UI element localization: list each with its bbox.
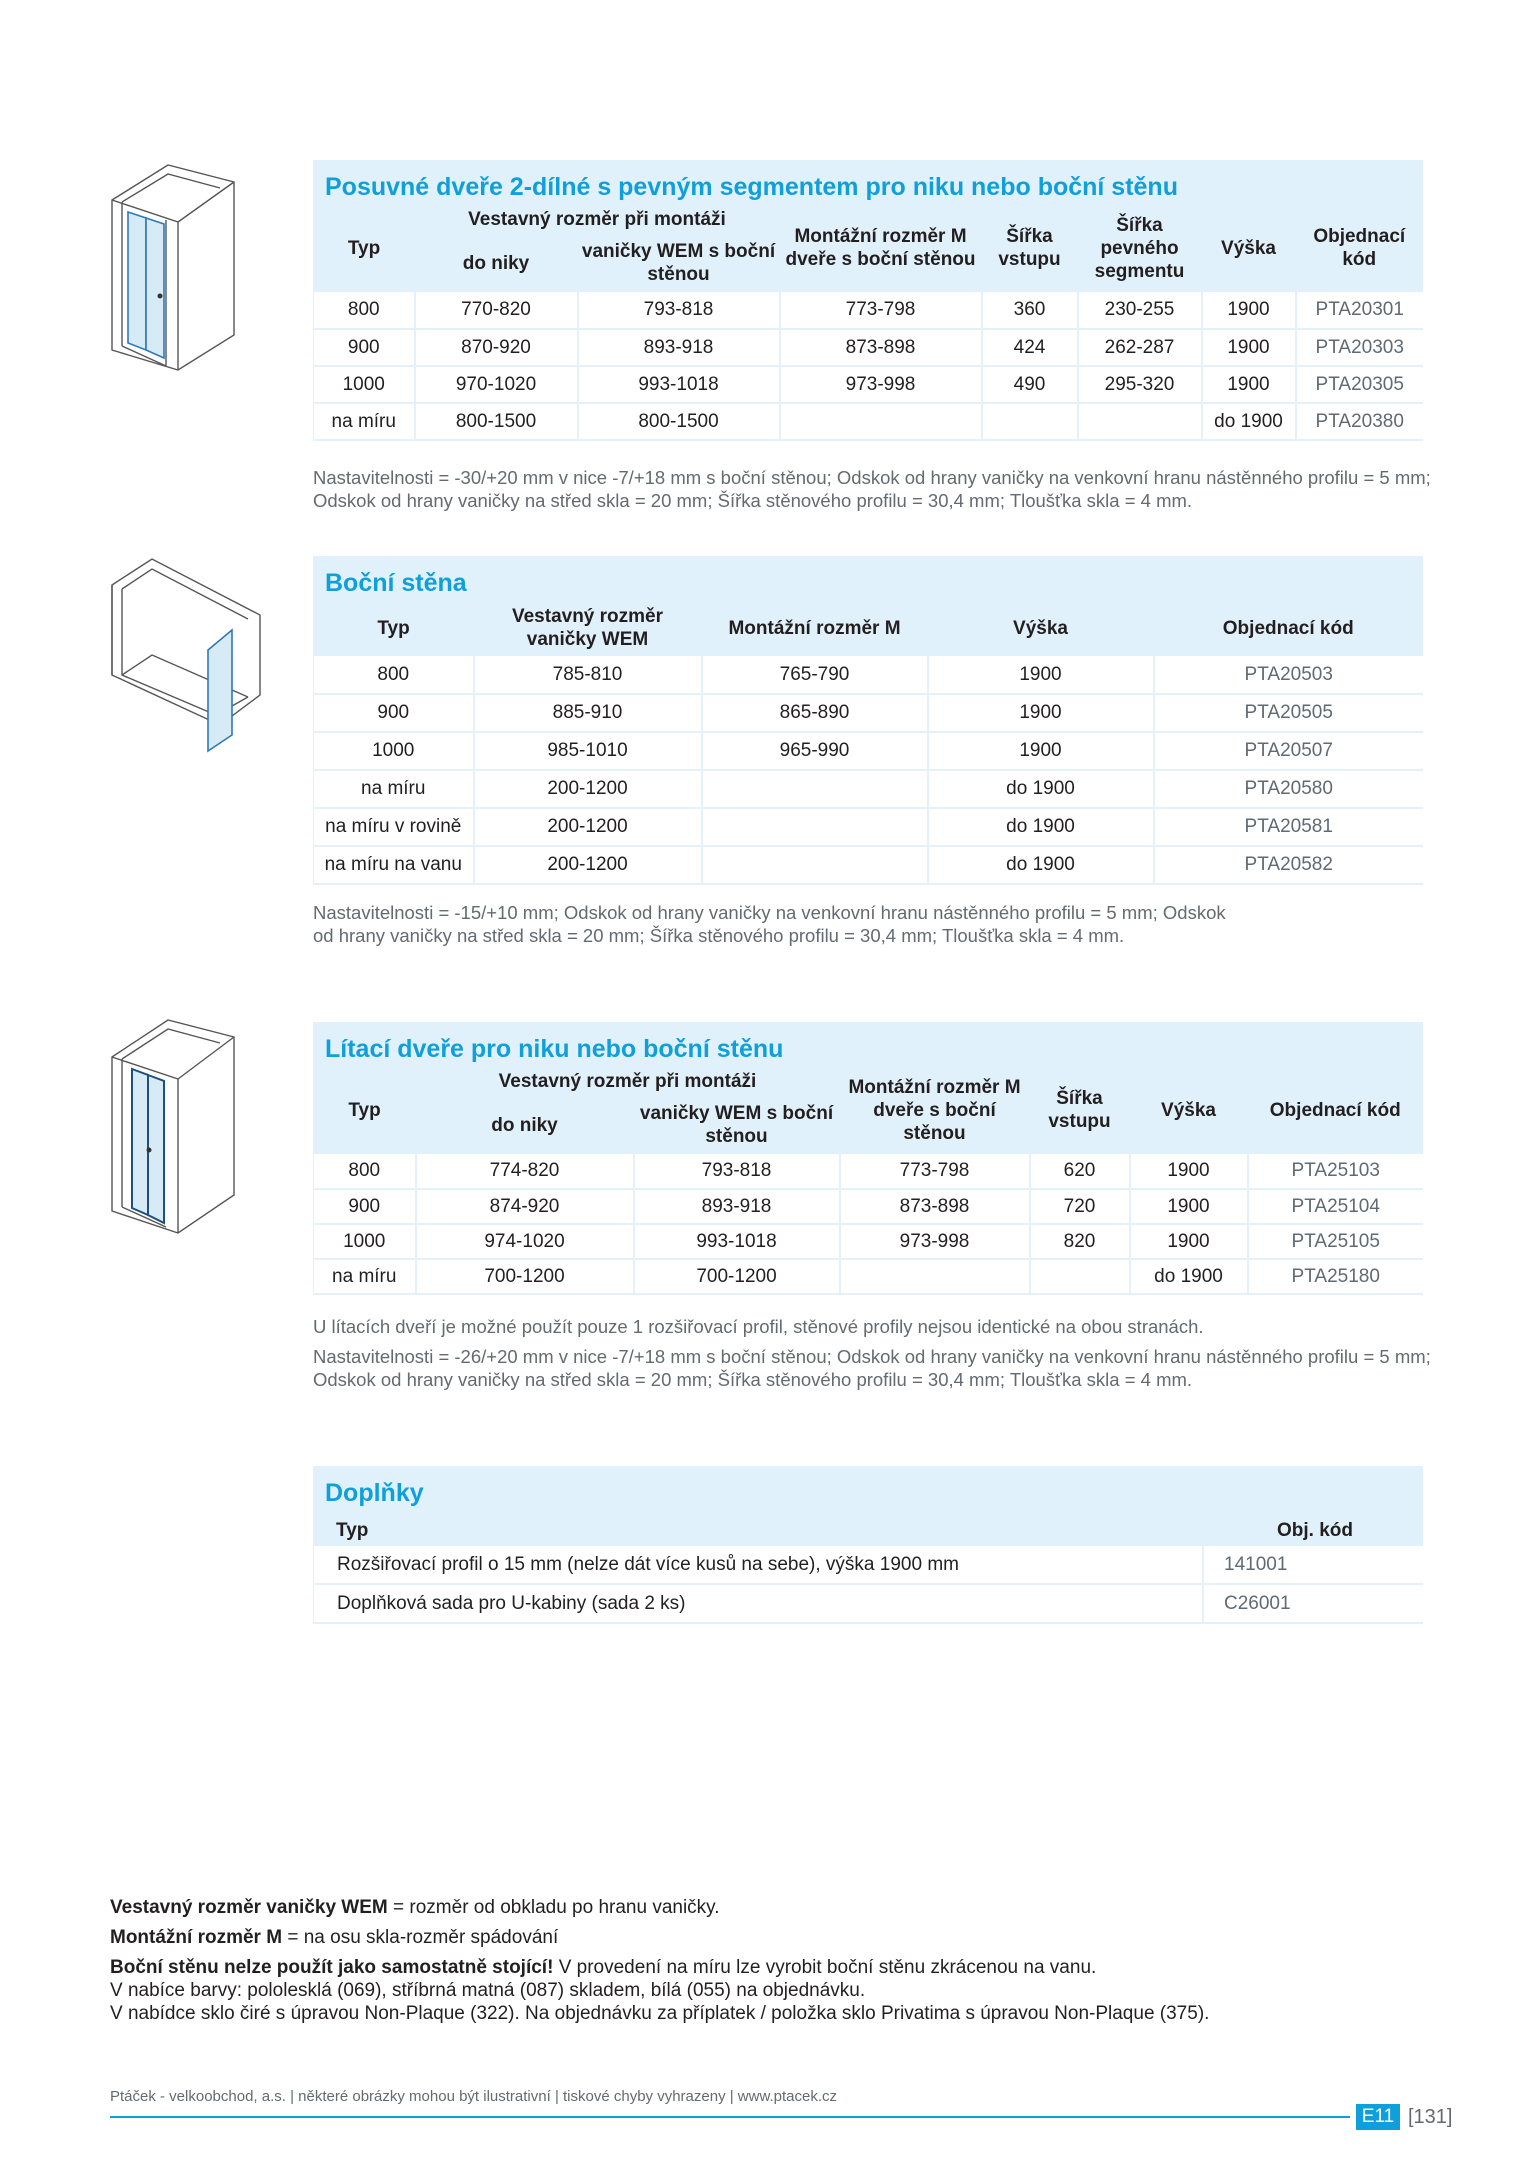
table-cell: 900	[314, 329, 415, 366]
footnote-text: V provedení na míru lze vyrobit boční stěnu zkrácenou na vanu.	[553, 1957, 1097, 1978]
header-vestavny: Vestavný rozměr vaničky WEM	[511, 606, 664, 650]
header-typ: Typ	[377, 617, 410, 639]
side-wall-section	[313, 556, 1423, 885]
table-cell: 820	[1030, 1224, 1130, 1259]
table-cell: 965-990	[702, 732, 928, 770]
table-cell: 793-818	[578, 292, 780, 329]
table-cell: 974-1020	[416, 1224, 634, 1259]
header-typ: Typ	[347, 237, 381, 259]
accessory-code: C26001	[1224, 1593, 1291, 1614]
table-row	[314, 732, 1424, 770]
table-cell: PTA20582	[1154, 846, 1424, 884]
table-cell: 993-1018	[634, 1224, 840, 1259]
table-cell: 262-287	[1078, 329, 1202, 366]
table-cell: 970-1020	[415, 366, 578, 403]
accessories-section	[313, 1466, 1423, 1624]
table-body	[314, 656, 1424, 884]
footer-divider	[110, 2116, 1350, 2118]
header-montazni: Montážní rozměr M	[728, 617, 901, 639]
table-cell	[1030, 1259, 1130, 1294]
table-cell: PTA20580	[1154, 770, 1424, 808]
table-row	[314, 1189, 1424, 1224]
accessory-name: Doplňková sada pro U-kabiny (sada 2 ks)	[313, 1585, 1204, 1622]
table-cell	[702, 808, 928, 846]
footnote-term: Boční stěnu nelze použít jako samostatně stojící!	[110, 1957, 554, 1978]
table-cell: PTA20505	[1154, 694, 1424, 732]
table-cell: 800-1500	[415, 403, 578, 440]
header-vyska: Výška	[1221, 237, 1276, 259]
header-do-niky: do niky	[491, 1114, 558, 1136]
header-montazni: Montážní rozměr M dveře s boční stěnou	[785, 226, 976, 270]
table-cell: 1900	[1202, 292, 1296, 329]
table-cell: do 1900	[1202, 403, 1296, 440]
table-cell: 200-1200	[474, 808, 702, 846]
table-cell: 1900	[1202, 366, 1296, 403]
table-row	[314, 1259, 1424, 1294]
side-wall-illustration	[108, 555, 263, 755]
table-cell: do 1900	[928, 770, 1154, 808]
header-kod: Objednací kód	[1313, 226, 1406, 270]
table-cell: 993-1018	[578, 366, 780, 403]
footnote-line: V nabídce sklo čiré s úpravou Non-Plaque (322). Na objednávku za příplatek / položka sklo Privatima s úpravou Non-Plaque (375).	[110, 2003, 1210, 2024]
table-cell: 773-798	[840, 1154, 1030, 1189]
header-typ: Typ	[336, 1520, 369, 1541]
table-cell: 1900	[1130, 1224, 1248, 1259]
table-cell: 785-810	[474, 656, 702, 694]
footnote-line	[110, 1956, 1410, 1979]
footnote-text: = na osu skla-rozměr spádování	[282, 1927, 559, 1948]
table-row	[314, 808, 1424, 846]
footnote-line	[110, 1896, 1410, 1919]
table-cell: PTA20303	[1296, 329, 1424, 366]
accessory-code: 141001	[1224, 1554, 1288, 1575]
table-cell: 200-1200	[474, 770, 702, 808]
sliding-door-section	[313, 160, 1423, 441]
table-cell	[702, 770, 928, 808]
list-item	[313, 1585, 1423, 1624]
table-cell: na míru v rovině	[314, 808, 474, 846]
accessories-list	[313, 1546, 1423, 1624]
header-vanicky-wem: vaničky WEM s boční stěnou	[581, 241, 776, 285]
table-cell: 865-890	[702, 694, 928, 732]
section-title: Lítací dveře pro niku nebo boční stěnu	[325, 1035, 784, 1063]
table-cell: 793-818	[634, 1154, 840, 1189]
footnote-text: = rozměr od obkladu po hranu vaničky.	[387, 1897, 720, 1918]
table-cell	[982, 403, 1078, 440]
table-cell: 885-910	[474, 694, 702, 732]
table-cell: 1900	[1130, 1189, 1248, 1224]
table-cell: 1000	[314, 1224, 416, 1259]
table-cell: 973-998	[780, 366, 982, 403]
table-cell: na míru na vanu	[314, 846, 474, 884]
table-row	[314, 292, 1424, 329]
footnote-line	[110, 1926, 1410, 1949]
header-vyska: Výška	[1013, 617, 1068, 639]
table-cell	[780, 403, 982, 440]
header-sirka-vstupu: Šířka vstupu	[1048, 1088, 1111, 1132]
table-cell: PTA20380	[1296, 403, 1424, 440]
table-cell: 900	[314, 1189, 416, 1224]
table-cell: do 1900	[928, 846, 1154, 884]
table-row	[314, 770, 1424, 808]
table-cell: 490	[982, 366, 1078, 403]
table-cell: PTA25180	[1248, 1259, 1424, 1294]
footnote-line: V nabíce barvy: pololesklá (069), stříbrná matná (087) skladem, bílá (055) na objednávku.	[110, 1980, 866, 2001]
section-title: Posuvné dveře 2-dílné s pevným segmentem pro niku nebo boční stěnu	[325, 173, 1178, 201]
accessory-name: Rozšiřovací profil o 15 mm (nelze dát více kusů na sebe), výška 1900 mm	[313, 1546, 1204, 1583]
table-cell: 874-920	[416, 1189, 634, 1224]
table-row	[314, 403, 1424, 440]
table-cell: 873-898	[840, 1189, 1030, 1224]
footnote-term: Vestavný rozměr vaničky WEM	[110, 1897, 388, 1918]
table-row	[314, 1224, 1424, 1259]
table-cell	[840, 1259, 1030, 1294]
table-row	[314, 846, 1424, 884]
header-vestavny: Vestavný rozměr při montáži	[498, 1070, 757, 1092]
table-cell: PTA20581	[1154, 808, 1424, 846]
table-cell	[702, 846, 928, 884]
table-cell: na míru	[314, 770, 474, 808]
table-cell: 900	[314, 694, 474, 732]
table-cell: do 1900	[1130, 1259, 1248, 1294]
header-kod: Objednací kód	[1222, 617, 1354, 639]
table-cell: 1900	[928, 732, 1154, 770]
table-cell: 893-918	[578, 329, 780, 366]
footer-text: Ptáček - velkoobchod, a.s. | některé obrázky mohou být ilustrativní | tiskové chyby vyhrazeny | www.ptacek.cz	[110, 2088, 838, 2105]
table-row	[314, 656, 1424, 694]
header-sirka-vstupu: Šířka vstupu	[998, 226, 1061, 270]
table-cell: 985-1010	[474, 732, 702, 770]
table-cell: do 1900	[928, 808, 1154, 846]
table-cell: 1000	[314, 732, 474, 770]
table-cell: PTA25103	[1248, 1154, 1424, 1189]
section-title: Boční stěna	[325, 569, 467, 597]
table-cell: 700-1200	[416, 1259, 634, 1294]
header-vestavny: Vestavný rozměr při montáži	[468, 208, 726, 230]
table-cell: 774-820	[416, 1154, 634, 1189]
table-cell: 770-820	[415, 292, 578, 329]
table-cell: 295-320	[1078, 366, 1202, 403]
table-cell: 973-998	[840, 1224, 1030, 1259]
table-cell: 1900	[928, 694, 1154, 732]
table-row	[314, 366, 1424, 403]
table-cell: PTA25105	[1248, 1224, 1424, 1259]
table-cell: 870-920	[415, 329, 578, 366]
header-montazni: Montážní rozměr M dveře s boční stěnou	[848, 1076, 1021, 1144]
table-row	[314, 1154, 1424, 1189]
table-cell: PTA20305	[1296, 366, 1424, 403]
table-cell: 800	[314, 292, 415, 329]
table-body	[314, 292, 1424, 440]
table-cell: 1000	[314, 366, 415, 403]
table-cell: 873-898	[780, 329, 982, 366]
side-wall-table	[313, 600, 1423, 885]
table-body	[314, 1154, 1424, 1294]
table-cell: 700-1200	[634, 1259, 840, 1294]
header-do-niky: do niky	[462, 252, 530, 274]
swing-door-note-1: U lítacích dveří je možné použít pouze 1 rozšiřovací profil, stěnové profily nejsou identické na obou stranách.	[313, 1316, 1204, 1337]
table-row	[314, 694, 1424, 732]
table-cell: 720	[1030, 1189, 1130, 1224]
table-cell: 773-798	[780, 292, 982, 329]
table-cell: 1900	[1202, 329, 1296, 366]
table-cell: 200-1200	[474, 846, 702, 884]
table-cell: 1900	[928, 656, 1154, 694]
swing-door-illustration	[108, 1015, 238, 1255]
header-typ: Typ	[348, 1099, 381, 1121]
table-cell: 360	[982, 292, 1078, 329]
table-cell	[1078, 403, 1202, 440]
header-kod: Objednací kód	[1269, 1099, 1401, 1121]
header-vanicky-wem: vaničky WEM s boční stěnou	[639, 1103, 834, 1147]
table-cell: na míru	[314, 1259, 416, 1294]
section-title: Doplňky	[325, 1479, 424, 1507]
table-cell: PTA20507	[1154, 732, 1424, 770]
swing-door-note-2: Nastavitelnosti = -26/+20 mm v nice -7/+18 mm s boční stěnou; Odskok od hrany vaničky na venkovní hranu nástěnného profilu = 5 mm; Odskok od hrany vaničky na střed skla = 20 mm; Šířka stěnového profilu = 30,4 mm; Tloušťka skla = 4 mm.	[313, 1346, 1431, 1390]
page-number: [131]	[1408, 2106, 1453, 2128]
swing-door-table	[313, 1066, 1423, 1295]
swing-door-section	[313, 1022, 1423, 1295]
table-cell: PTA25104	[1248, 1189, 1424, 1224]
table-row	[314, 329, 1424, 366]
footnote-term: Montážní rozměr M	[110, 1927, 283, 1948]
table-cell: 620	[1030, 1154, 1130, 1189]
header-kod: Obj. kód	[1277, 1520, 1353, 1541]
list-item	[313, 1546, 1423, 1585]
table-cell: PTA20301	[1296, 292, 1424, 329]
table-cell: 1900	[1130, 1154, 1248, 1189]
footnotes	[110, 1896, 1410, 2025]
table-cell: 424	[982, 329, 1078, 366]
table-cell: na míru	[314, 403, 415, 440]
sliding-door-note: Nastavitelnosti = -30/+20 mm v nice -7/+18 mm s boční stěnou; Odskok od hrany vaničky na venkovní hranu nástěnného profilu = 5 mm; Odskok od hrany vaničky na střed skla = 20 mm; Šířka stěnového profilu = 30,4 mm; Tloušťka skla = 4 mm.	[313, 467, 1431, 511]
accessories-header	[313, 1510, 1423, 1546]
sliding-door-table	[313, 204, 1423, 441]
table-cell: PTA20503	[1154, 656, 1424, 694]
table-cell: 800	[314, 656, 474, 694]
sliding-door-illustration	[108, 160, 238, 390]
header-sirka-segmentu: Šířka pevného segmentu	[1094, 214, 1185, 282]
table-cell: 800	[314, 1154, 416, 1189]
header-vyska: Výška	[1161, 1099, 1216, 1121]
table-cell: 893-918	[634, 1189, 840, 1224]
table-cell: 800-1500	[578, 403, 780, 440]
section-badge: E11	[1356, 2104, 1400, 2130]
table-cell: 765-790	[702, 656, 928, 694]
table-cell: 230-255	[1078, 292, 1202, 329]
side-wall-note: Nastavitelnosti = -15/+10 mm; Odskok od hrany vaničky na venkovní hranu nástěnného profilu = 5 mm; Odskok od hrany vaničky na střed skla = 20 mm; Šířka stěnového profilu = 30,4 mm; Tloušťka skla = 4 mm.	[313, 902, 1226, 946]
